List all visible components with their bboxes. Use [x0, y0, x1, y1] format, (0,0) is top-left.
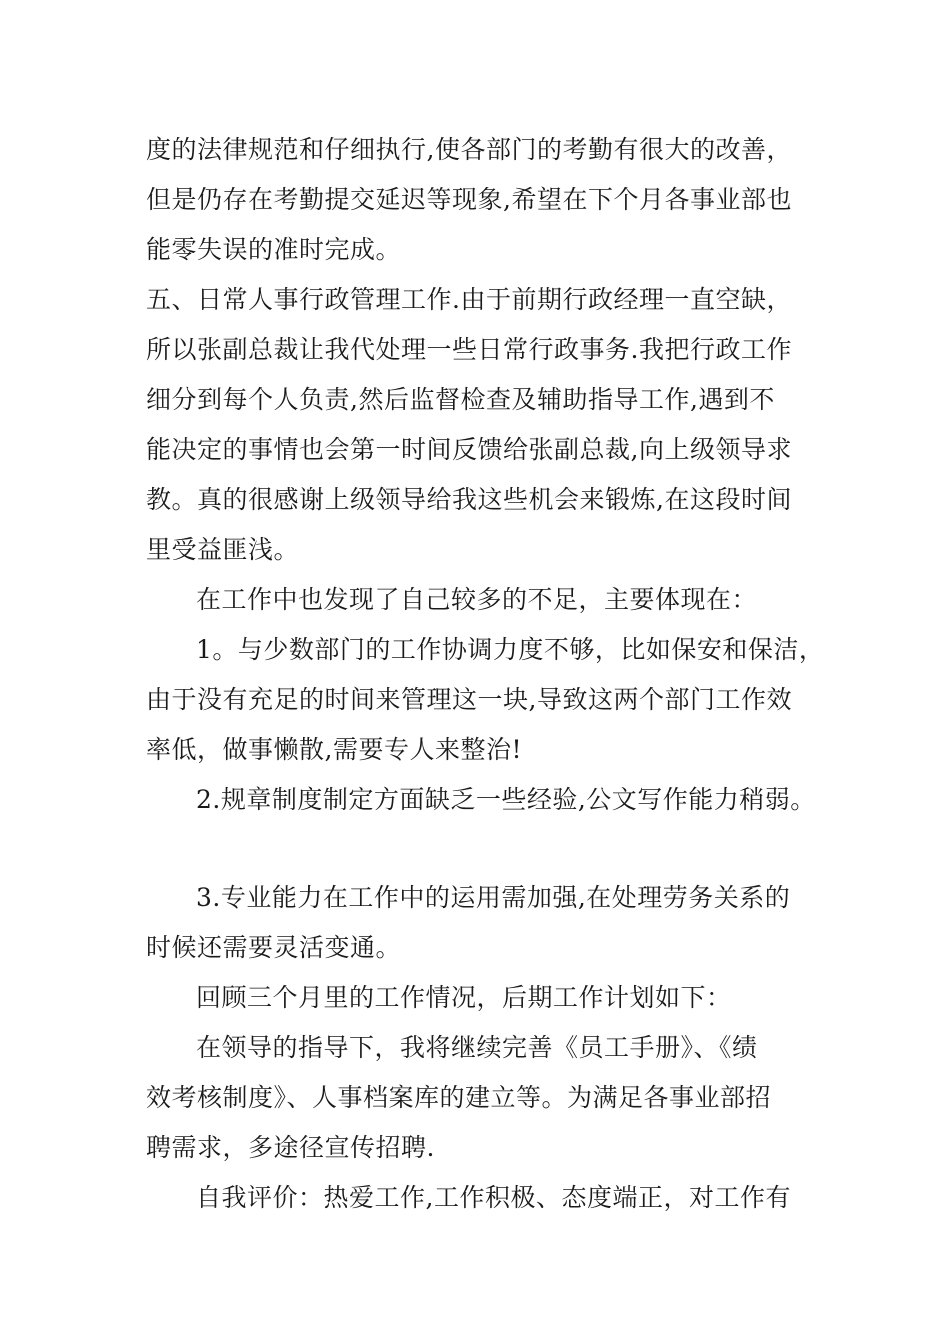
- list-item-line: 1。与少数部门的工作协调力度不够，比如保安和保洁，: [196, 635, 825, 664]
- paragraph-start-line: 在领导的指导下，我将继续完善《员工手册》、《绩: [196, 1033, 758, 1062]
- text-line: 能零失误的准时完成。: [146, 235, 402, 264]
- text-line: 聘需求，多途径宣传招聘.: [146, 1133, 435, 1162]
- section-heading-line: 五、日常人事行政管理工作.由于前期行政经理一直空缺，: [146, 285, 792, 314]
- text-line: 能决定的事情也会第一时间反馈给张副总裁,向上级领导求: [146, 435, 792, 464]
- text-line: 教。真的很感谢上级领导给我这些机会来锻炼,在这段时间: [146, 485, 792, 514]
- paragraph-start-line: 回顾三个月里的工作情况，后期工作计划如下：: [196, 983, 732, 1012]
- paragraph-start-line: 自我评价：热爱工作,工作积极、态度端正，对工作有: [196, 1183, 791, 1212]
- text-line: 里受益匪浅。: [146, 535, 300, 564]
- text-line: 率低，做事懒散,需要专人来整治!: [146, 735, 522, 764]
- text-line: 细分到每个人负责,然后监督检查及辅助指导工作,遇到不: [146, 385, 775, 414]
- text-line: 效考核制度》、人事档案库的建立等。为满足各事业部招: [146, 1083, 772, 1112]
- text-line: 由于没有充足的时间来管理这一块,导致这两个部门工作效: [146, 685, 792, 714]
- text-line: 度的法律规范和仔细执行,使各部门的考勤有很大的改善，: [146, 135, 792, 164]
- text-line: 但是仍存在考勤提交延迟等现象,希望在下个月各事业部也: [146, 185, 792, 214]
- list-item-line: 3.专业能力在工作中的运用需加强,在处理劳务关系的: [196, 883, 791, 912]
- list-item-line: 2.规章制度制定方面缺乏一些经验,公文写作能力稍弱。: [196, 785, 816, 814]
- paragraph-start-line: 在工作中也发现了自己较多的不足，主要体现在：: [196, 585, 758, 614]
- text-line: 所以张副总裁让我代处理一些日常行政事务.我把行政工作: [146, 335, 792, 364]
- text-line: 时候还需要灵活变通。: [146, 933, 402, 962]
